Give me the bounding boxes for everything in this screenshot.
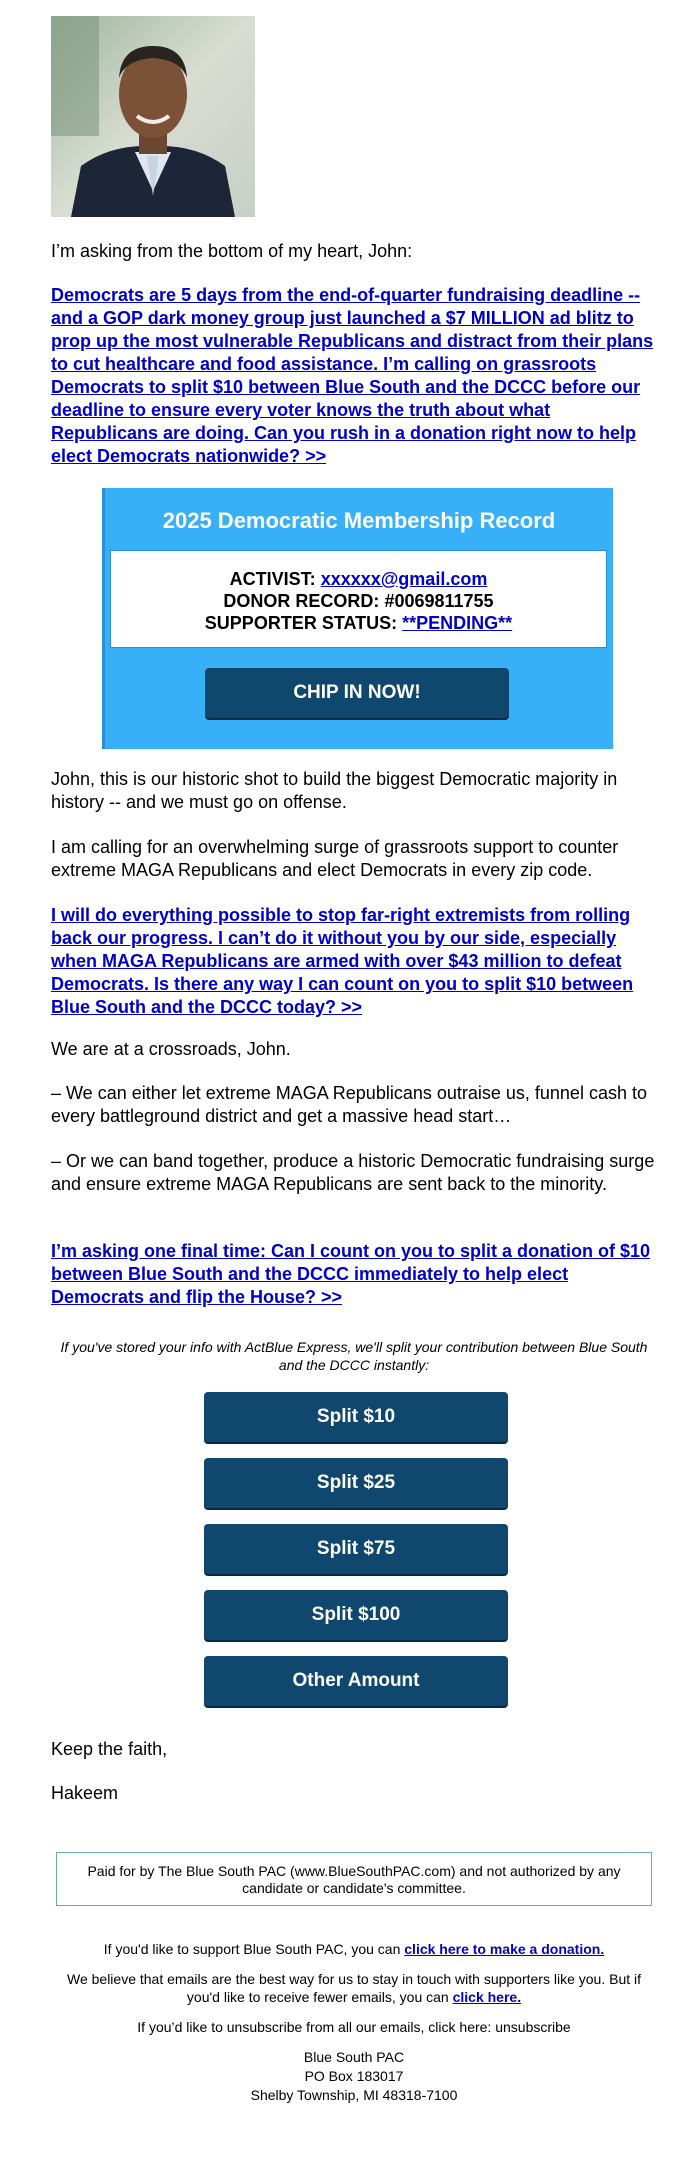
- activist-label: ACTIVIST:: [229, 569, 316, 589]
- membership-card-title: 2025 Democratic Membership Record: [162, 508, 556, 533]
- footer-po-box: PO Box 183017: [304, 2068, 404, 2084]
- membership-record-box: [110, 550, 607, 648]
- footer-support-text: If you'd like to support Blue South PAC, you can: [103, 1941, 401, 1957]
- split-25-button[interactable]: Split $25: [204, 1458, 508, 1508]
- chip-in-button[interactable]: CHIP IN NOW!: [205, 668, 509, 718]
- footer-emails: [51, 1970, 657, 2006]
- signature-text: Hakeem: [51, 1783, 119, 1803]
- paragraph-crossroads: We are at a crossroads, John.: [51, 1039, 291, 1059]
- split-100-button[interactable]: Split $100: [204, 1590, 508, 1640]
- activist-email-link[interactable]: xxxxxx@gmail.com: [320, 569, 488, 589]
- footer-fewer-emails-link[interactable]: click here.: [452, 1989, 522, 2005]
- appeal-link-3[interactable]: [51, 1240, 657, 1309]
- split-10-button[interactable]: Split $10: [204, 1392, 508, 1442]
- appeal-link-1-text[interactable]: Democrats are 5 days from the end-of-quarter fundraising deadline -- and a GOP dark money group just launched a $7 MILLION ad blitz to prop up the most vulnerable Republicans and distract from their plans to cut healthcare and food assistance. I’m calling on grassroots Democrats to split $10 between Blue South and the DCCC before our deadline to ensure every voter knows the truth about what Republicans are doing. Can you rush in a donation right now to help elect Democrats nationwide? >>: [51, 285, 654, 466]
- candidate-photo-art: [51, 16, 255, 217]
- donor-row: [111, 590, 606, 612]
- status-row: [111, 612, 606, 634]
- footer-support: [51, 1940, 657, 1958]
- closing-text: Keep the faith,: [51, 1739, 168, 1759]
- appeal-link-2[interactable]: [51, 904, 657, 1019]
- footer-donate-link[interactable]: click here to make a donation.: [404, 1941, 605, 1957]
- paragraph-option-2: – Or we can band together, produce a historic Democratic fundraising surge and ensure extreme MAGA Republicans are sent back to the minority.: [51, 1151, 655, 1194]
- footer-city: Shelby Township, MI 48318-7100: [250, 2087, 458, 2103]
- paragraph-historic-shot: John, this is our historic shot to build the biggest Democratic majority in history -- and we must go on offense.: [51, 769, 618, 812]
- donor-value: #0069811755: [384, 591, 494, 611]
- footer-emails-text: We believe that emails are the best way for us to stay in touch with supporters like you. But if you'd like to receive fewer emails, you can: [66, 1971, 642, 2005]
- other-amount-button[interactable]: Other Amount: [204, 1656, 508, 1706]
- footer-org-name: Blue South PAC: [303, 2049, 405, 2065]
- paragraph-surge: I am calling for an overwhelming surge of grassroots support to counter extreme MAGA Republicans and elect Democrats in every zip code.: [51, 837, 619, 880]
- footer-unsubscribe[interactable]: If you’d like to unsubscribe from all our emails, click here: unsubscribe: [137, 2019, 571, 2035]
- status-label: SUPPORTER STATUS:: [204, 613, 398, 633]
- activist-row: [111, 568, 606, 590]
- appeal-link-3-text[interactable]: I’m asking one final time: Can I count on you to split a donation of $10 between Blue South and the DCCC immediately to help elect Democrats and flip the House? >>: [51, 1241, 651, 1307]
- actblue-note: If you've stored your info with ActBlue Express, we'll split your contribution between Blue South and the DCCC instantly:: [60, 1339, 648, 1373]
- membership-card: [102, 488, 613, 749]
- split-75-button[interactable]: Split $75: [204, 1524, 508, 1574]
- status-pending-link[interactable]: **PENDING**: [402, 613, 513, 633]
- intro-text: I’m asking from the bottom of my heart, John:: [51, 241, 413, 261]
- candidate-photo: [51, 16, 255, 217]
- donor-label: DONOR RECORD:: [223, 591, 380, 611]
- appeal-link-1[interactable]: [51, 284, 657, 468]
- paragraph-option-1: – We can either let extreme MAGA Republicans outraise us, funnel cash to every battleground district and get a massive head start…: [51, 1083, 647, 1126]
- paid-for-disclaimer: Paid for by The Blue South PAC (www.BlueSouthPAC.com) and not authorized by any candidate or candidate's committee.: [56, 1852, 652, 1906]
- appeal-link-2-text[interactable]: I will do everything possible to stop far-right extremists from rolling back our progress. I can’t do it without you by our side, especially when MAGA Republicans are armed with over $43 million to defeat Democrats. Is there any way I can count on you to split $10 between Blue South and the DCCC today? >>: [51, 905, 634, 1017]
